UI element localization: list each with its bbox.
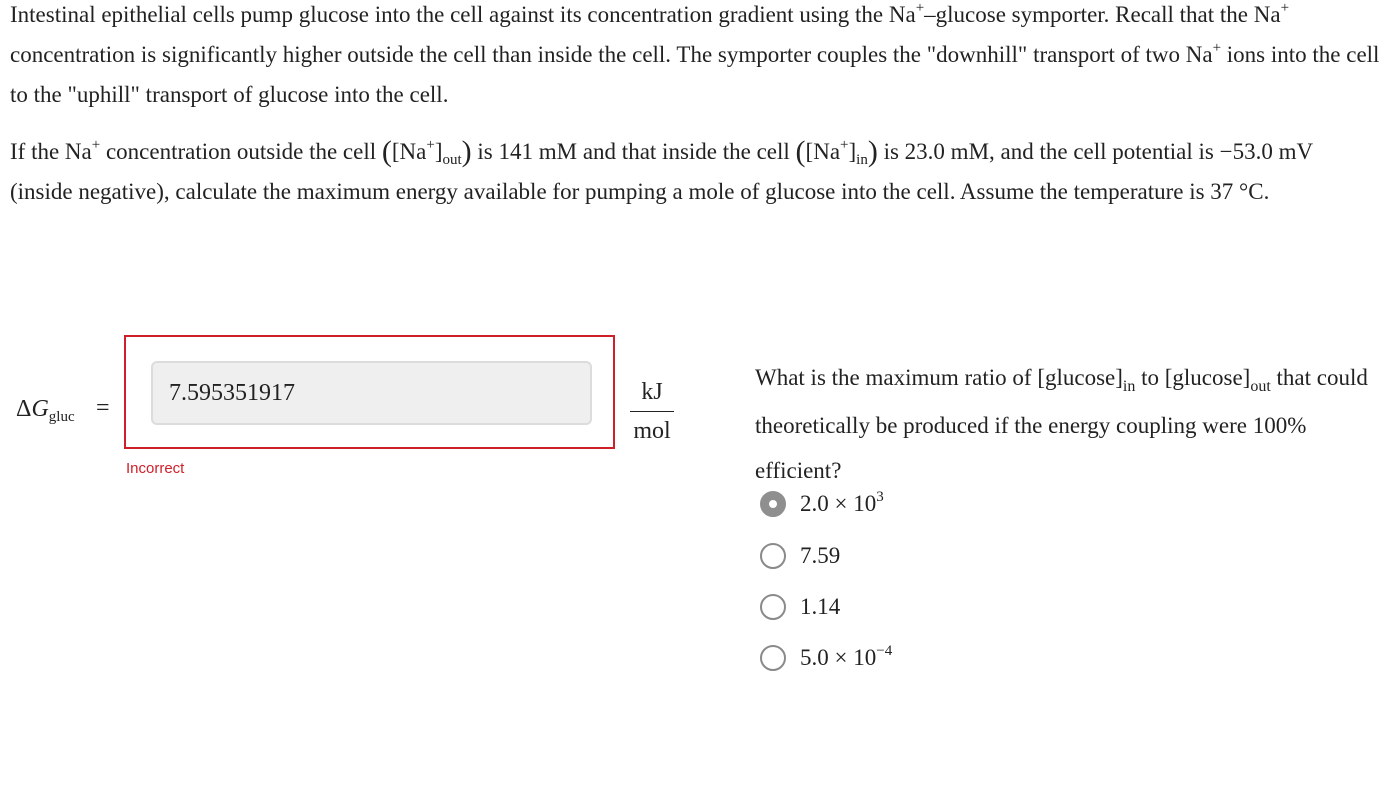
subscript-in: in [1122, 378, 1136, 395]
superscript-plus: + [1212, 40, 1222, 56]
option-base: 5.0 × 10 [800, 645, 877, 670]
superscript-plus: + [840, 137, 849, 153]
status-incorrect: Incorrect [126, 460, 185, 477]
ratio-question [755, 355, 1385, 493]
question-text-2: to [glucose] [1135, 365, 1251, 390]
na-in-bracket: [Na [805, 139, 841, 164]
problem-text-3: is 141 mM and that inside the cell [471, 139, 796, 164]
problem-text-4: is 23.0 mM, and the cell potential is −53.0 mV (inside negative), calculate the maximum energy available for pumping a mole of glucose into the cell. Assume the temperature is 37 °C. [10, 139, 1313, 204]
problem-text-2: concentration outside the cell [100, 139, 382, 164]
radio-icon[interactable] [760, 543, 786, 569]
question-text-1: What is the maximum ratio of [glucose] [755, 365, 1123, 390]
gluc-subscript: gluc [48, 409, 75, 425]
option-exponent: −4 [876, 643, 893, 659]
option-2[interactable] [760, 540, 840, 572]
unit-numerator: kJ [641, 379, 663, 405]
option-1[interactable] [760, 488, 884, 520]
intro-text-4: ions into the cell to the "uphill" transport of glucose into the cell. [10, 42, 1380, 107]
option-base: 1.14 [800, 594, 841, 619]
g-symbol: G [31, 396, 49, 422]
subscript-out: out [442, 152, 462, 168]
problem-paragraph [10, 130, 1380, 212]
unit-denominator: mol [633, 418, 671, 444]
superscript-plus: + [915, 0, 925, 16]
option-label [800, 645, 892, 671]
option-label [800, 594, 840, 620]
option-label [800, 543, 840, 569]
fraction-bar [630, 411, 674, 412]
superscript-plus: + [91, 137, 101, 153]
option-label [800, 491, 884, 517]
paren-open: ( [795, 135, 806, 168]
na-out-close: ] [434, 139, 443, 164]
intro-text-3: concentration is significantly higher outside the cell than inside the cell. The symporter couples the "downhill" transport of two Na [10, 42, 1213, 67]
units-fraction [628, 376, 676, 446]
option-base: 7.59 [800, 543, 841, 568]
option-4[interactable] [760, 642, 892, 674]
subscript-out: out [1250, 378, 1271, 395]
option-base: 2.0 × 10 [800, 491, 877, 516]
paren-open: ( [381, 135, 392, 168]
equals-sign: = [96, 395, 110, 421]
problem-text-1: If the Na [10, 139, 92, 164]
superscript-plus: + [1280, 0, 1290, 16]
superscript-plus: + [426, 137, 435, 153]
radio-icon[interactable] [760, 645, 786, 671]
radio-icon[interactable] [760, 594, 786, 620]
subscript-in: in [856, 152, 868, 168]
answer-input[interactable] [151, 361, 592, 425]
intro-paragraph [10, 0, 1380, 115]
question-text-3: that could theoretically be produced if the energy coupling were 100% efficient? [755, 365, 1368, 483]
paren-close: ) [461, 135, 472, 168]
delta-symbol: Δ [16, 396, 32, 422]
intro-text-2: –glucose symporter. Recall that the Na [924, 2, 1281, 27]
option-3[interactable] [760, 591, 840, 623]
na-out-bracket: [Na [391, 139, 427, 164]
radio-selected-icon[interactable] [760, 491, 786, 517]
delta-g-label [16, 396, 75, 423]
na-in-close: ] [848, 139, 857, 164]
paren-close: ) [867, 135, 878, 168]
intro-text-1: Intestinal epithelial cells pump glucose into the cell against its concentration gradient using the Na [10, 2, 916, 27]
option-exponent: 3 [876, 489, 884, 505]
